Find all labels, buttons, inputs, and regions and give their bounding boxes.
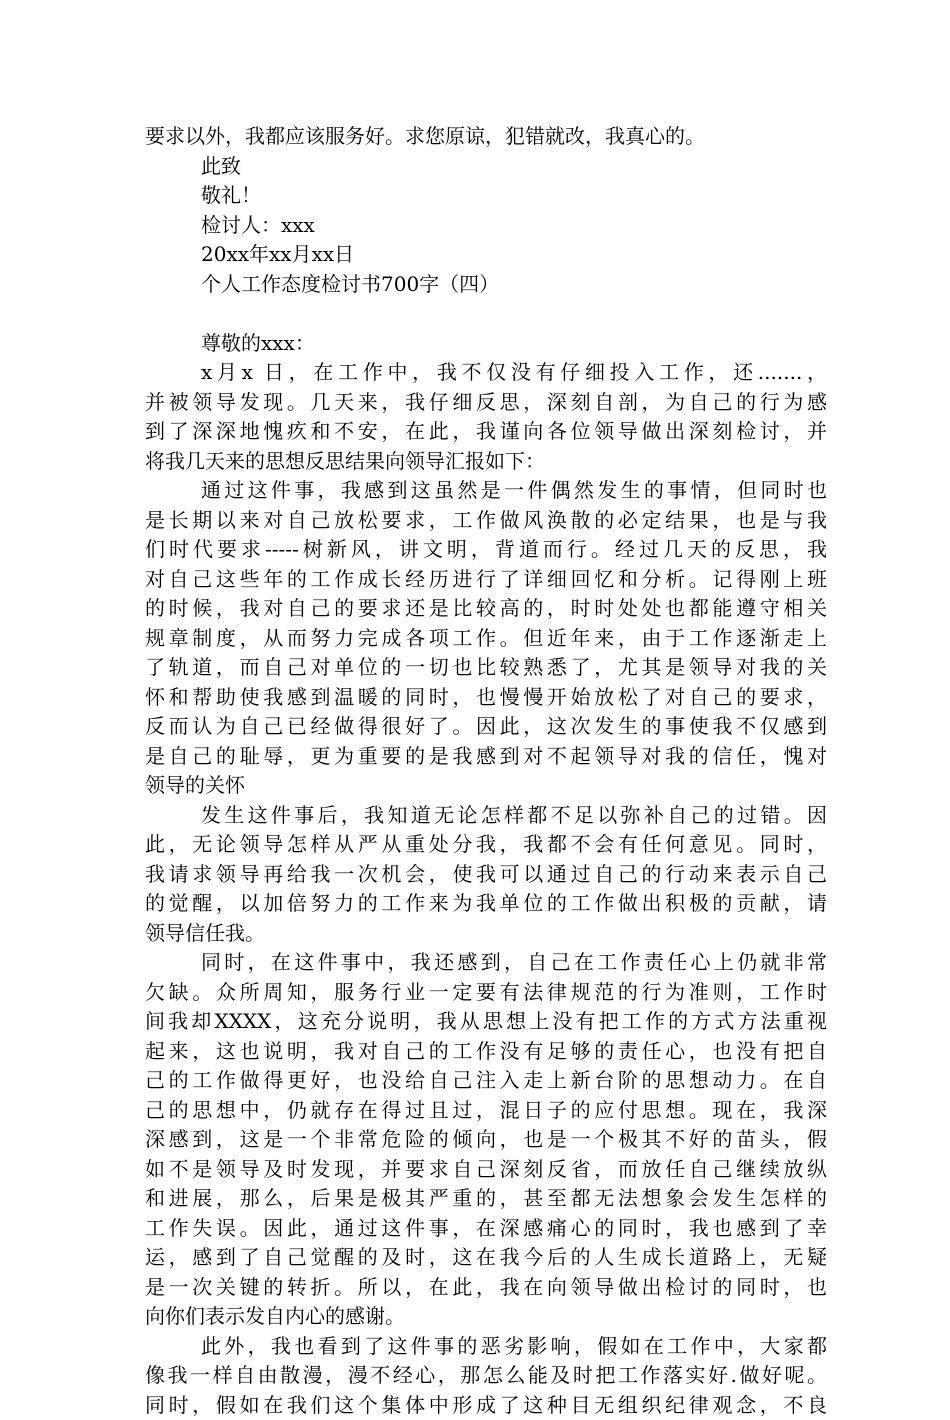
text-line: 通过这件事，我感到这虽然是一件偶然发生的事情，但同时也: [145, 476, 827, 506]
text-line: 敬礼！: [145, 181, 827, 211]
text-line: 运，感到了自己觉醒的及时，这在我今后的人生成长道路上，无疑: [145, 1243, 827, 1273]
text-line: 此，无论领导怎样从严从重处分我，我都不会有任何意见。同时，: [145, 830, 827, 860]
document-body: [145, 122, 827, 1420]
text-line: 此致: [145, 152, 827, 182]
text-line: 对自己这些年的工作成长经历进行了详细回忆和分析。记得刚上班: [145, 565, 827, 595]
text-line: 检讨人：xxx: [145, 211, 827, 241]
text-line: 尊敬的xxx：: [145, 329, 827, 359]
text-line: 要求以外，我都应该服务好。求您原谅，犯错就改，我真心的。: [145, 122, 827, 152]
text-line: 到了深深地愧疚和不安，在此，我谨向各位领导做出深刻检讨，并: [145, 417, 827, 447]
text-line: 是一次关键的转折。所以，在此，我在向领导做出检讨的同时，也: [145, 1273, 827, 1303]
text-line: 己的工作做得更好，也没给自己注入走上新台阶的思想动力。在自: [145, 1066, 827, 1096]
text-line: 起来，这也说明，我对自己的工作没有足够的责任心，也没有把自: [145, 1037, 827, 1067]
text-line: 领导的关怀: [145, 771, 827, 801]
text-line: 个人工作态度检讨书700字（四）: [145, 270, 827, 300]
text-line: 像我一样自由散漫，漫不经心，那怎么能及时把工作落实好.做好呢。: [145, 1361, 827, 1391]
text-line: 如不是领导及时发现，并要求自己深刻反省，而放任自己继续放纵: [145, 1155, 827, 1185]
text-line: 工作失误。因此，通过这件事，在深感痛心的同时，我也感到了幸: [145, 1214, 827, 1244]
text-line: 了轨道，而自己对单位的一切也比较熟悉了，尤其是领导对我的关: [145, 653, 827, 683]
text-line: 己的思想中，仍就存在得过且过，混日子的应付思想。现在，我深: [145, 1096, 827, 1126]
text-line: 和进展，那么，后果是极其严重的，甚至都无法想象会发生怎样的: [145, 1184, 827, 1214]
text-line: 20xx年xx月xx日: [145, 240, 827, 270]
text-line: 发生这件事后，我知道无论怎样都不足以弥补自己的过错。因: [145, 801, 827, 831]
text-line: 深感到，这是一个非常危险的倾向，也是一个极其不好的苗头，假: [145, 1125, 827, 1155]
text-line: 怀和帮助使我感到温暖的同时，也慢慢开始放松了对自己的要求，: [145, 683, 827, 713]
text-line: 此外，我也看到了这件事的恶劣影响，假如在工作中，大家都: [145, 1332, 827, 1362]
blank-line: [145, 299, 827, 329]
text-line: 欠缺。众所周知，服务行业一定要有法律规范的行为准则，工作时: [145, 978, 827, 1008]
text-line: x月x 日，在工作中，我不仅没有仔细投入工作，还.......，: [145, 358, 827, 388]
text-line: 规章制度，从而努力完成各项工作。但近年来，由于工作逐渐走上: [145, 624, 827, 654]
text-line: 是长期以来对自己放松要求，工作做风涣散的必定结果，也是与我: [145, 506, 827, 536]
text-line: 我请求领导再给我一次机会，使我可以通过自己的行动来表示自己: [145, 860, 827, 890]
text-line: 反而认为自己已经做得很好了。因此，这次发生的事使我不仅感到: [145, 712, 827, 742]
text-line: 的觉醒，以加倍努力的工作来为我单位的工作做出积极的贡献，请: [145, 889, 827, 919]
text-line: 并被领导发现。几天来，我仔细反思，深刻自剖，为自己的行为感: [145, 388, 827, 418]
text-line: 同时，在这件事中，我还感到，自己在工作责任心上仍就非常: [145, 948, 827, 978]
text-line: 是自己的耻辱，更为重要的是我感到对不起领导对我的信任，愧对: [145, 742, 827, 772]
text-line: 的时候，我对自己的要求还是比较高的，时时处处也都能遵守相关: [145, 594, 827, 624]
text-line: 领导信任我。: [145, 919, 827, 949]
text-line: 间我却XXXX，这充分说明，我从思想上没有把工作的方式方法重视: [145, 1007, 827, 1037]
text-line: 同时，假如在我们这个集体中形成了这种目无组织纪律观念，不良: [145, 1391, 827, 1420]
text-line: 们时代要求-----树新风，讲文明，背道而行。经过几天的反思，我: [145, 535, 827, 565]
text-line: 向你们表示发自内心的感谢。: [145, 1302, 827, 1332]
text-line: 将我几天来的思想反思结果向领导汇报如下：: [145, 447, 827, 477]
